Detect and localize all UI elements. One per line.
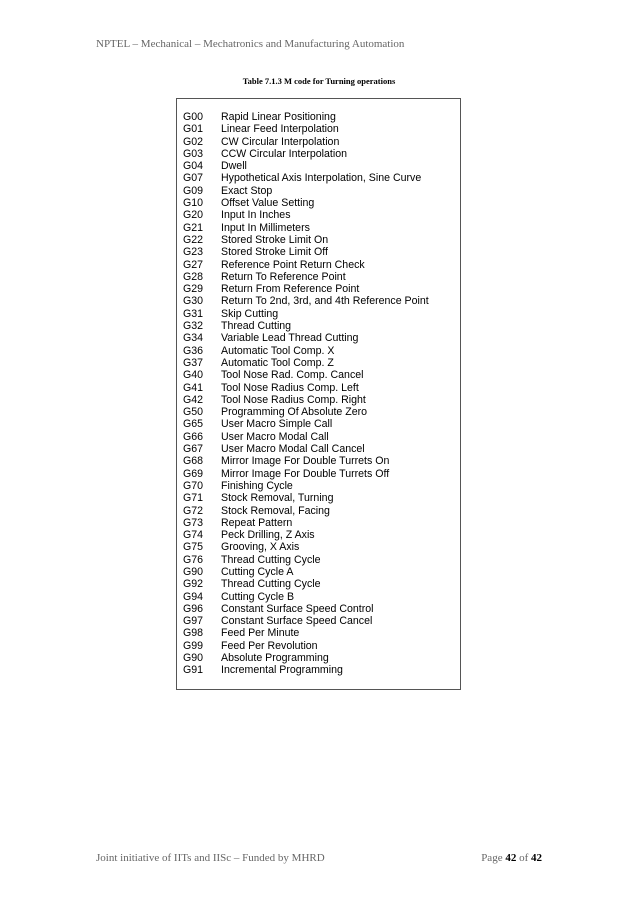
g-code-description: Return To 2nd, 3rd, and 4th Reference Point	[221, 295, 429, 308]
g-code: G72	[183, 504, 204, 517]
g-code: G42	[183, 393, 204, 406]
g-code-description: Thread Cutting	[221, 320, 292, 333]
table-row	[183, 222, 458, 234]
g-code: G75	[183, 541, 204, 554]
table-row	[183, 209, 458, 221]
g-code: G90	[183, 652, 204, 665]
g-code-description: Hypothetical Axis Interpolation, Sine Curve	[221, 172, 422, 185]
g-code: G92	[183, 578, 204, 591]
table-row	[183, 640, 458, 652]
g-code-description: Stock Removal, Facing	[221, 504, 330, 517]
g-code-description: Peck Drilling, Z Axis	[221, 529, 315, 542]
table-row	[183, 185, 458, 197]
g-code: G98	[183, 627, 204, 640]
g-code: G01	[183, 123, 204, 136]
table-row	[183, 357, 458, 369]
g-code-description: Tool Nose Radius Comp. Left	[221, 381, 359, 394]
table-row	[183, 443, 458, 455]
g-code-description: Linear Feed Interpolation	[221, 123, 339, 136]
g-code: G50	[183, 406, 204, 419]
g-code: G94	[183, 590, 204, 603]
table-row	[183, 566, 458, 578]
g-code-description: Constant Surface Speed Control	[221, 602, 374, 615]
g-code: G37	[183, 356, 204, 369]
g-code-description: Mirror Image For Double Turrets Off	[221, 467, 390, 480]
footer-credit: Joint initiative of IITs and IISc – Funded by MHRD	[96, 852, 325, 864]
g-code: G41	[183, 381, 204, 394]
g-code-description: Tool Nose Radius Comp. Right	[221, 393, 366, 406]
g-code: G22	[183, 233, 204, 246]
g-code: G40	[183, 369, 204, 382]
g-code-description: Cutting Cycle A	[221, 565, 294, 578]
g-code: G23	[183, 246, 204, 259]
code-table	[176, 98, 461, 690]
table-row	[183, 578, 458, 590]
g-code: G30	[183, 295, 204, 308]
g-code-description: CCW Circular Interpolation	[221, 147, 347, 160]
table-row	[183, 492, 458, 504]
g-code-description: Mirror Image For Double Turrets On	[221, 455, 390, 468]
g-code: G31	[183, 307, 204, 320]
g-code: G67	[183, 443, 204, 456]
g-code: G09	[183, 184, 204, 197]
g-code-description: User Macro Modal Call Cancel	[221, 443, 365, 456]
table-row	[183, 160, 458, 172]
g-code-description: Dwell	[221, 160, 247, 173]
table-row	[183, 136, 458, 148]
g-code-description: Offset Value Setting	[221, 197, 315, 210]
page-total: 42	[531, 852, 542, 864]
g-code: G73	[183, 516, 204, 529]
g-code-description: Reference Point Return Check	[221, 258, 365, 271]
g-code: G07	[183, 172, 204, 185]
g-code: G10	[183, 197, 204, 210]
table-row	[183, 418, 458, 430]
table-row	[183, 627, 458, 639]
table-row	[183, 283, 458, 295]
table-row	[183, 591, 458, 603]
page-number	[481, 852, 542, 864]
table-row	[183, 529, 458, 541]
table-row	[183, 246, 458, 258]
table-row	[183, 652, 458, 664]
g-code-description: Tool Nose Rad. Comp. Cancel	[221, 369, 364, 382]
table-row	[183, 320, 458, 332]
table-row	[183, 431, 458, 443]
page-label: Page	[481, 852, 503, 864]
g-code-description: Skip Cutting	[221, 307, 279, 320]
g-code-description: Repeat Pattern	[221, 516, 293, 529]
table-row	[183, 259, 458, 271]
g-code-description: Thread Cutting Cycle	[221, 553, 321, 566]
table-row	[183, 382, 458, 394]
running-header: NPTEL – Mechanical – Mechatronics and Manufacturing Automation	[96, 38, 405, 50]
table-row	[183, 172, 458, 184]
table-row	[183, 505, 458, 517]
g-code: G69	[183, 467, 204, 480]
g-code-description: Incremental Programming	[221, 664, 343, 677]
g-code-description: User Macro Modal Call	[221, 430, 329, 443]
g-code-description: Rapid Linear Positioning	[221, 111, 336, 123]
g-code: G66	[183, 430, 204, 443]
g-code: G76	[183, 553, 204, 566]
g-code-description: Grooving, X Axis	[221, 541, 300, 554]
g-code-description: Feed Per Revolution	[221, 639, 318, 652]
table-row	[183, 603, 458, 615]
table-row	[183, 554, 458, 566]
g-code-description: Automatic Tool Comp. Z	[221, 356, 334, 369]
g-code: G74	[183, 529, 204, 542]
table-row	[183, 406, 458, 418]
table-row	[183, 517, 458, 529]
g-code: G96	[183, 602, 204, 615]
g-code: G28	[183, 270, 204, 283]
g-code-description: Finishing Cycle	[221, 479, 293, 492]
table-row	[183, 197, 458, 209]
table-row	[183, 111, 458, 123]
g-code: G91	[183, 664, 204, 677]
g-code-description: Cutting Cycle B	[221, 590, 295, 603]
g-code-description: Stored Stroke Limit On	[221, 233, 329, 246]
g-code: G65	[183, 418, 204, 431]
g-code: G32	[183, 320, 204, 333]
g-code: G90	[183, 565, 204, 578]
table-row	[183, 369, 458, 381]
g-code: G68	[183, 455, 204, 468]
code-table-rows	[183, 111, 458, 677]
g-code-description: Feed Per Minute	[221, 627, 300, 640]
g-code-description: Return From Reference Point	[221, 283, 360, 296]
g-code-description: Absolute Programming	[221, 652, 329, 665]
g-code: G34	[183, 332, 204, 345]
g-code: G02	[183, 135, 204, 148]
table-row	[183, 615, 458, 627]
page-current: 42	[505, 852, 517, 864]
g-code-description: Constant Surface Speed Cancel	[221, 615, 373, 628]
table-row	[183, 308, 458, 320]
table-row	[183, 234, 458, 246]
table-row	[183, 332, 458, 344]
g-code: G29	[183, 283, 204, 296]
table-row	[183, 345, 458, 357]
table-row	[183, 468, 458, 480]
table-row	[183, 295, 458, 307]
table-caption: Table 7.1.3 M code for Turning operations	[242, 76, 396, 86]
page-of-label: of	[519, 852, 529, 864]
g-code: G00	[183, 111, 204, 123]
table-row	[183, 541, 458, 553]
g-code-description: Stored Stroke Limit Off	[221, 246, 328, 259]
g-code: G03	[183, 147, 204, 160]
g-code-description: Exact Stop	[221, 184, 273, 197]
g-code-description: User Macro Simple Call	[221, 418, 333, 431]
g-code: G20	[183, 209, 204, 222]
g-code: G70	[183, 479, 204, 492]
g-code: G04	[183, 160, 204, 173]
table-row	[183, 123, 458, 135]
g-code: G21	[183, 221, 204, 234]
table-row	[183, 664, 458, 676]
g-code-description: Input In Millimeters	[221, 221, 310, 234]
g-code: G99	[183, 639, 204, 652]
table-row	[183, 480, 458, 492]
table-row	[183, 394, 458, 406]
g-code: G36	[183, 344, 204, 357]
g-code-description: Programming Of Absolute Zero	[221, 406, 368, 419]
table-row	[183, 271, 458, 283]
g-code-description: CW Circular Interpolation	[221, 135, 340, 148]
table-row	[183, 455, 458, 467]
g-code-description: Stock Removal, Turning	[221, 492, 334, 505]
g-code: G71	[183, 492, 204, 505]
g-code: G97	[183, 615, 204, 628]
g-code-description: Variable Lead Thread Cutting	[221, 332, 359, 345]
g-code-description: Input In Inches	[221, 209, 291, 222]
g-code-description: Thread Cutting Cycle	[221, 578, 321, 591]
table-row	[183, 148, 458, 160]
g-code-description: Return To Reference Point	[221, 270, 346, 283]
g-code-description: Automatic Tool Comp. X	[221, 344, 335, 357]
g-code: G27	[183, 258, 204, 271]
